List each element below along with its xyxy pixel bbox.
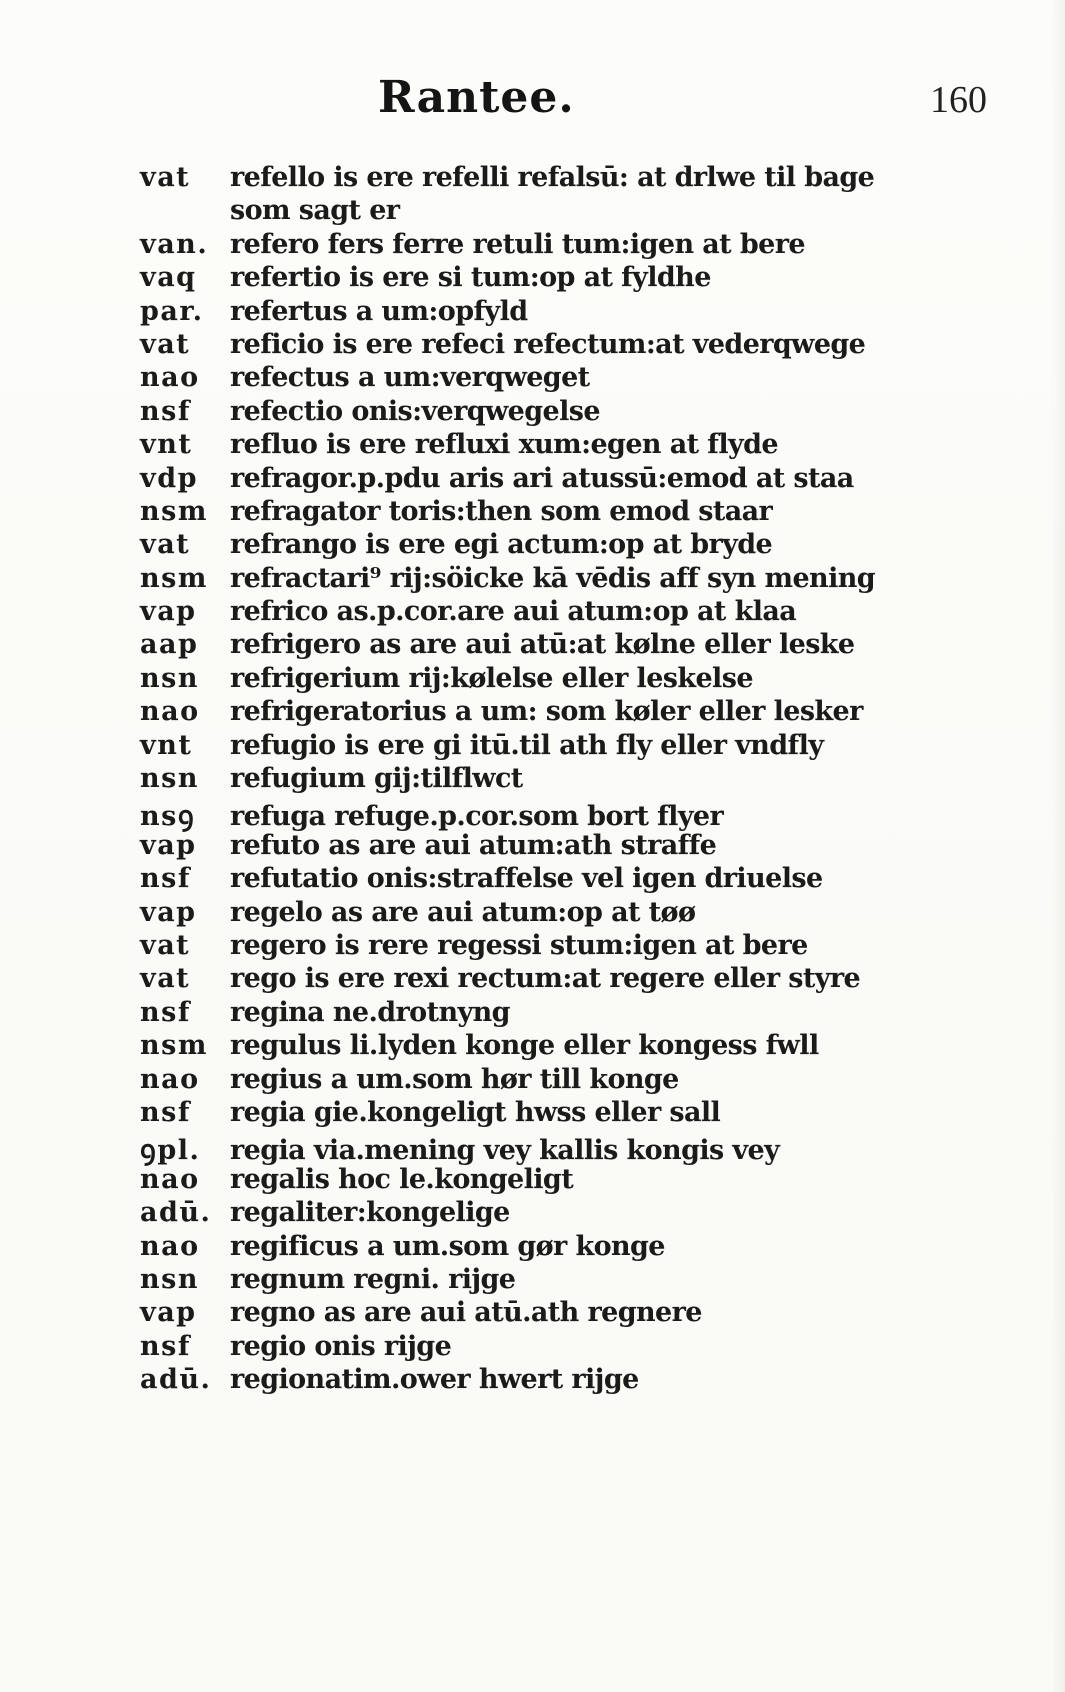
entry-text: regificus a um.som gør konge (230, 1230, 665, 1262)
page-header (0, 72, 1065, 132)
entry-text: refugio is ere gi itū.til ath fly eller vndfly (230, 729, 824, 761)
entry-text: refragator toris:then som emod staar (230, 495, 773, 527)
entry-grammar-code: vaq (140, 262, 197, 294)
running-title: Rantee. (378, 72, 575, 123)
entry-grammar-code: nsf (140, 996, 191, 1028)
entry-text: regio onis rijge (230, 1330, 452, 1362)
entry-grammar-code: vat (140, 963, 191, 995)
entry-grammar-code: vap (140, 829, 197, 861)
entry-grammar-code: par. (140, 295, 204, 327)
entry-text: refrico as.p.cor.are aui atum:op at klaa (230, 596, 797, 628)
entry-grammar-code: nao (140, 362, 200, 394)
entry-text: regaliter:kongelige (230, 1197, 510, 1229)
entry-text: regius a um.som hør till konge (230, 1063, 679, 1095)
dictionary-entry (140, 963, 1000, 996)
dictionary-entry (140, 1130, 1000, 1167)
entry-text: rego is ere rexi rectum:at regere eller styre (230, 963, 861, 995)
entry-text: regelo as are aui atum:op at tøø (230, 896, 696, 928)
entry-text: regia via.mening vey kallis kongis vey (230, 1135, 780, 1167)
entry-text: refutatio onis:straffelse vel igen driuelse (230, 863, 823, 895)
dictionary-entry (140, 1064, 1000, 1097)
entry-text: refragor.p.pdu aris ari atussū:emod at staa (230, 462, 854, 494)
entry-grammar-code: vap (140, 1297, 197, 1329)
entry-grammar-code: nsm (140, 495, 208, 527)
entry-text: som sagt er (230, 195, 400, 227)
entry-text: reficio is ere refeci refectum:at vederqwege (230, 328, 866, 360)
dictionary-entry (140, 229, 1000, 262)
dictionary-entry (140, 1164, 1000, 1197)
entry-grammar-code: vap (140, 596, 197, 628)
dictionary-entry (140, 1097, 1000, 1130)
dictionary-entry (140, 629, 1000, 662)
dictionary-entry (140, 1030, 1000, 1063)
dictionary-entry (140, 696, 1000, 729)
entry-grammar-code: vat (140, 929, 191, 961)
dictionary-entry (140, 429, 1000, 462)
entry-text: regnum regni. rijge (230, 1263, 516, 1295)
entry-text: refractari⁹ rij:söicke kā vēdis aff syn mening (230, 562, 876, 594)
entry-text: regionatim.ower hwert rijge (230, 1364, 639, 1396)
entry-grammar-code: ꝯpl. (140, 1135, 201, 1167)
entry-text: regina ne.drotnyng (230, 996, 510, 1028)
dictionary-entry (140, 730, 1000, 763)
dictionary-entry (140, 529, 1000, 562)
dictionary-entry (140, 796, 1000, 833)
entry-grammar-code: vdp (140, 462, 198, 494)
entry-grammar-code: nsf (140, 1096, 191, 1128)
entry-grammar-code: nao (140, 1063, 200, 1095)
page-edge-shadow (1051, 0, 1065, 1692)
entry-grammar-code: vap (140, 896, 197, 928)
entry-text: refluo is ere refluxi xum:egen at flyde (230, 429, 778, 461)
dictionary-entry (140, 1297, 1000, 1330)
entry-grammar-code: nsm (140, 1030, 208, 1062)
entry-text: refectio onis:verqwegelse (230, 395, 600, 427)
entry-grammar-code: nao (140, 696, 200, 728)
dictionary-entry (140, 763, 1000, 796)
dictionary-entry (140, 463, 1000, 496)
entry-text: refertus a um:opfyld (230, 295, 528, 327)
dictionary-entry (140, 596, 1000, 629)
entry-text: regero is rere regessi stum:igen at bere (230, 929, 808, 961)
entry-grammar-code: nsf (140, 1330, 191, 1362)
page-number: 160 (930, 79, 987, 121)
entry-grammar-code: vat (140, 162, 191, 193)
dictionary-entry (140, 396, 1000, 429)
entry-grammar-code: vnt (140, 729, 193, 761)
entry-grammar-code: vnt (140, 429, 193, 461)
entry-text: regno as are aui atū.ath regnere (230, 1297, 702, 1329)
dictionary-entry (140, 997, 1000, 1030)
dictionary-entry (140, 362, 1000, 395)
dictionary-entry (140, 863, 1000, 896)
dictionary-entry (140, 262, 1000, 295)
entry-grammar-code: nsn (140, 1263, 199, 1295)
entry-grammar-code: nsf (140, 395, 191, 427)
dictionary-entry (140, 563, 1000, 596)
dictionary-entry (140, 162, 1000, 195)
entry-text: refero fers ferre retuli tum:igen at bere (230, 228, 805, 260)
entry-grammar-code: nsf (140, 863, 191, 895)
dictionary-entry (140, 897, 1000, 930)
dictionary-entry (140, 830, 1000, 863)
dictionary-entry (140, 329, 1000, 362)
entry-text: refrango is ere egi actum:op at bryde (230, 529, 773, 561)
entry-grammar-code: nao (140, 1163, 200, 1195)
entry-grammar-code: adū. (140, 1364, 212, 1396)
entry-text: refrigerium rij:kølelse eller leskelse (230, 662, 753, 694)
entry-text: refectus a um:verqweget (230, 362, 590, 394)
entry-grammar-code: nsꝯ (140, 801, 196, 833)
dictionary-entry (140, 1364, 1000, 1397)
entry-grammar-code: nsn (140, 662, 199, 694)
entry-text: refugium gij:tilflwct (230, 763, 523, 795)
entry-text: refello is ere refelli refalsū: at drlwe til bage (230, 162, 875, 193)
dictionary-entry (140, 1331, 1000, 1364)
dictionary-entry (140, 296, 1000, 329)
entry-text: regia gie.kongeligt hwss eller sall (230, 1096, 721, 1128)
entry-grammar-code: aap (140, 629, 199, 661)
entry-grammar-code: nsn (140, 763, 199, 795)
entry-text: refuto as are aui atum:ath straffe (230, 829, 717, 861)
entry-text: regalis hoc le.kongeligt (230, 1163, 574, 1195)
entry-text: regulus li.lyden konge eller kongess fwll (230, 1030, 819, 1062)
dictionary-entry (140, 663, 1000, 696)
dictionary-entry (140, 930, 1000, 963)
dictionary-entry (140, 496, 1000, 529)
dictionary-entries (140, 162, 1000, 1397)
entry-grammar-code: nao (140, 1230, 200, 1262)
entry-text: refrigero as are aui atū:at kølne eller leske (230, 629, 855, 661)
entry-text: refuga refuge.p.cor.som bort flyer (230, 801, 724, 833)
dictionary-entry (140, 195, 1000, 228)
dictionary-entry (140, 1197, 1000, 1230)
entry-grammar-code: vat (140, 328, 191, 360)
entry-grammar-code: adū. (140, 1197, 212, 1229)
entry-grammar-code: van. (140, 228, 209, 260)
entry-grammar-code: nsm (140, 562, 208, 594)
dictionary-entry (140, 1231, 1000, 1264)
dictionary-entry (140, 1264, 1000, 1297)
entry-grammar-code: vat (140, 529, 191, 561)
entry-text: refertio is ere si tum:op at fyldhe (230, 262, 711, 294)
entry-text: refrigeratorius a um: som køler eller lesker (230, 696, 863, 728)
